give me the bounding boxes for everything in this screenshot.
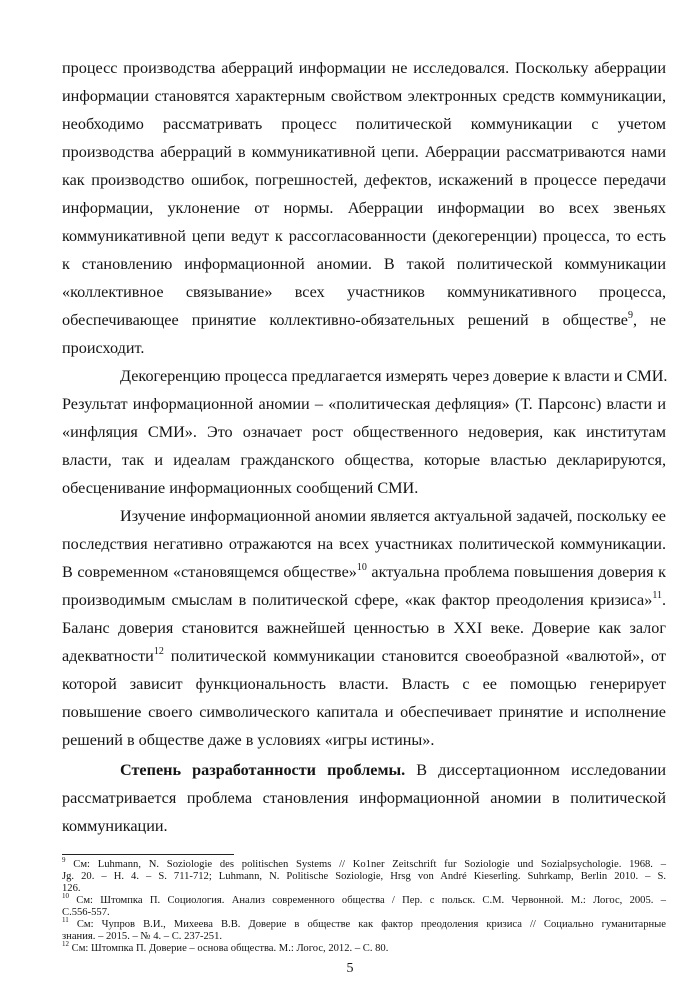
body-line: «инфляция СМИ». Это означает рост общественного недоверия, как институтам bbox=[62, 423, 666, 441]
body-text: , не bbox=[632, 311, 666, 329]
body-text: В диссертационном исследовании bbox=[405, 761, 667, 779]
body-line: необходимо рассматривать процесс политической коммуникации с учетом bbox=[62, 115, 666, 133]
footnote-12 bbox=[62, 940, 666, 955]
body-line: процесс производства аберраций информации не исследовался. Поскольку аберрации bbox=[62, 59, 666, 77]
footnote-number: 9 bbox=[62, 856, 66, 865]
body-line: повышение своего символического капитала и обеспечивает принятие и исполнение bbox=[62, 703, 666, 721]
body-text: производимым смыслам в политической сфере, «как фактор преодоления кризиса» bbox=[62, 591, 653, 609]
body-line bbox=[62, 308, 666, 332]
footnote-number: 12 bbox=[62, 940, 69, 949]
body-text: политической коммуникации становится своеобразной «валютой», от bbox=[163, 647, 666, 665]
body-line: решений в обществе даже в условиях «игры истины». bbox=[62, 731, 435, 749]
body-line bbox=[62, 588, 666, 612]
body-line: Изучение информационной аномии является актуальной задачей, поскольку ее bbox=[120, 507, 666, 525]
body-line: производства аберраций в коммуникативной цепи. Аберрации рассматриваются нами bbox=[62, 143, 666, 161]
footnote-ref-11[interactable]: 11 bbox=[652, 589, 662, 601]
page-number: 5 bbox=[346, 961, 354, 976]
body-line bbox=[62, 644, 666, 668]
body-line: обесценивание информационных сообщений СМИ. bbox=[62, 479, 419, 497]
body-text: . bbox=[661, 591, 666, 609]
body-text: актуальна проблема повышения доверия к bbox=[366, 563, 667, 581]
body-line: Баланс доверия становится важнейшей ценностью в XXI веке. Доверие как залог bbox=[62, 619, 666, 637]
footnote-line: Jg. 20. – H. 4. – S. 711-712; Luhmann, N. Politische Soziologie, Hrsg von André Kieserling. Suhrkamp, Berlin 2010. – S. bbox=[62, 871, 666, 882]
section-heading: Степень разработанности проблемы. bbox=[120, 761, 406, 779]
body-text: В современном «становящемся обществе» bbox=[62, 563, 357, 581]
body-line: коммуникации. bbox=[62, 817, 168, 835]
body-text: адекватности bbox=[62, 647, 154, 665]
footnote-separator bbox=[62, 854, 234, 855]
footnote-line: знания. – 2015. – № 4. – С. 237-251. bbox=[62, 931, 223, 942]
body-line: коммуникативной цепи ведут к рассогласованности (декогеренции) процесса, то есть bbox=[62, 227, 666, 245]
body-line: как производство ошибок, погрешностей, дефектов, искажений в процессе передачи bbox=[62, 171, 666, 189]
body-line bbox=[120, 758, 666, 782]
footnote-text: См: Luhmann, N. Soziologie des politischen Systems // Ko1ner Zeitschrift fur Soziologie und Sozialpsychologie. 1968. – bbox=[65, 859, 666, 870]
footnote-text: См: Чупров В.И., Михеева В.В. Доверие в обществе как фактор преодоления кризиса // Социально гуманитарные bbox=[68, 919, 666, 930]
body-line bbox=[62, 560, 666, 584]
footnote-number: 11 bbox=[62, 916, 69, 925]
footnote-text: См: Штомпка П. Доверие – основа общества. М.: Логос, 2012. – С. 80. bbox=[69, 943, 389, 954]
footnote-10 bbox=[62, 892, 666, 907]
footnote-number: 10 bbox=[62, 892, 69, 901]
footnote-ref-12[interactable]: 12 bbox=[153, 645, 164, 657]
body-line: к становлению информационной аномии. В такой политической коммуникации bbox=[62, 255, 666, 273]
body-line: Результат информационной аномии – «политическая дефляция» (Т. Парсонс) власти и bbox=[62, 395, 666, 413]
body-line: информации становятся характерным свойством электронных средств коммуникации, bbox=[62, 87, 666, 105]
body-line: власти, так и идеалам гражданского общества, которые властью декларируются, bbox=[62, 451, 666, 469]
footnote-ref-10[interactable]: 10 bbox=[356, 561, 367, 573]
footnote-text: См: Штомпка П. Социология. Анализ современного общества / Пер. с польск. С.М. Червонной. М.: Логос, 2005. – bbox=[69, 895, 666, 906]
body-line: рассматривается проблема становления информационной аномии в политической bbox=[62, 789, 666, 807]
footnote-line: С.556-557. bbox=[62, 907, 110, 918]
body-line: последствия негативно отражаются на всех участниках политической коммуникации. bbox=[62, 535, 666, 553]
body-text: обеспечивающее принятие коллективно-обязательных решений в обществе bbox=[62, 311, 628, 329]
footnote-9 bbox=[62, 856, 666, 871]
body-line: информации, уклонение от нормы. Аберрации информации во всех звеньях bbox=[62, 199, 666, 217]
footnote-line: 126. bbox=[62, 883, 81, 894]
body-line: происходит. bbox=[62, 339, 145, 357]
body-line: «коллективное связывание» всех участников коммуникативного процесса, bbox=[62, 283, 666, 301]
footnote-ref-9[interactable]: 9 bbox=[627, 309, 633, 321]
body-line: Декогеренцию процесса предлагается измерять через доверие к власти и СМИ. bbox=[120, 367, 668, 385]
body-line: которой зависит функциональность власти. Власть с ее помощью генерирует bbox=[62, 675, 666, 693]
footnote-11 bbox=[62, 916, 666, 931]
